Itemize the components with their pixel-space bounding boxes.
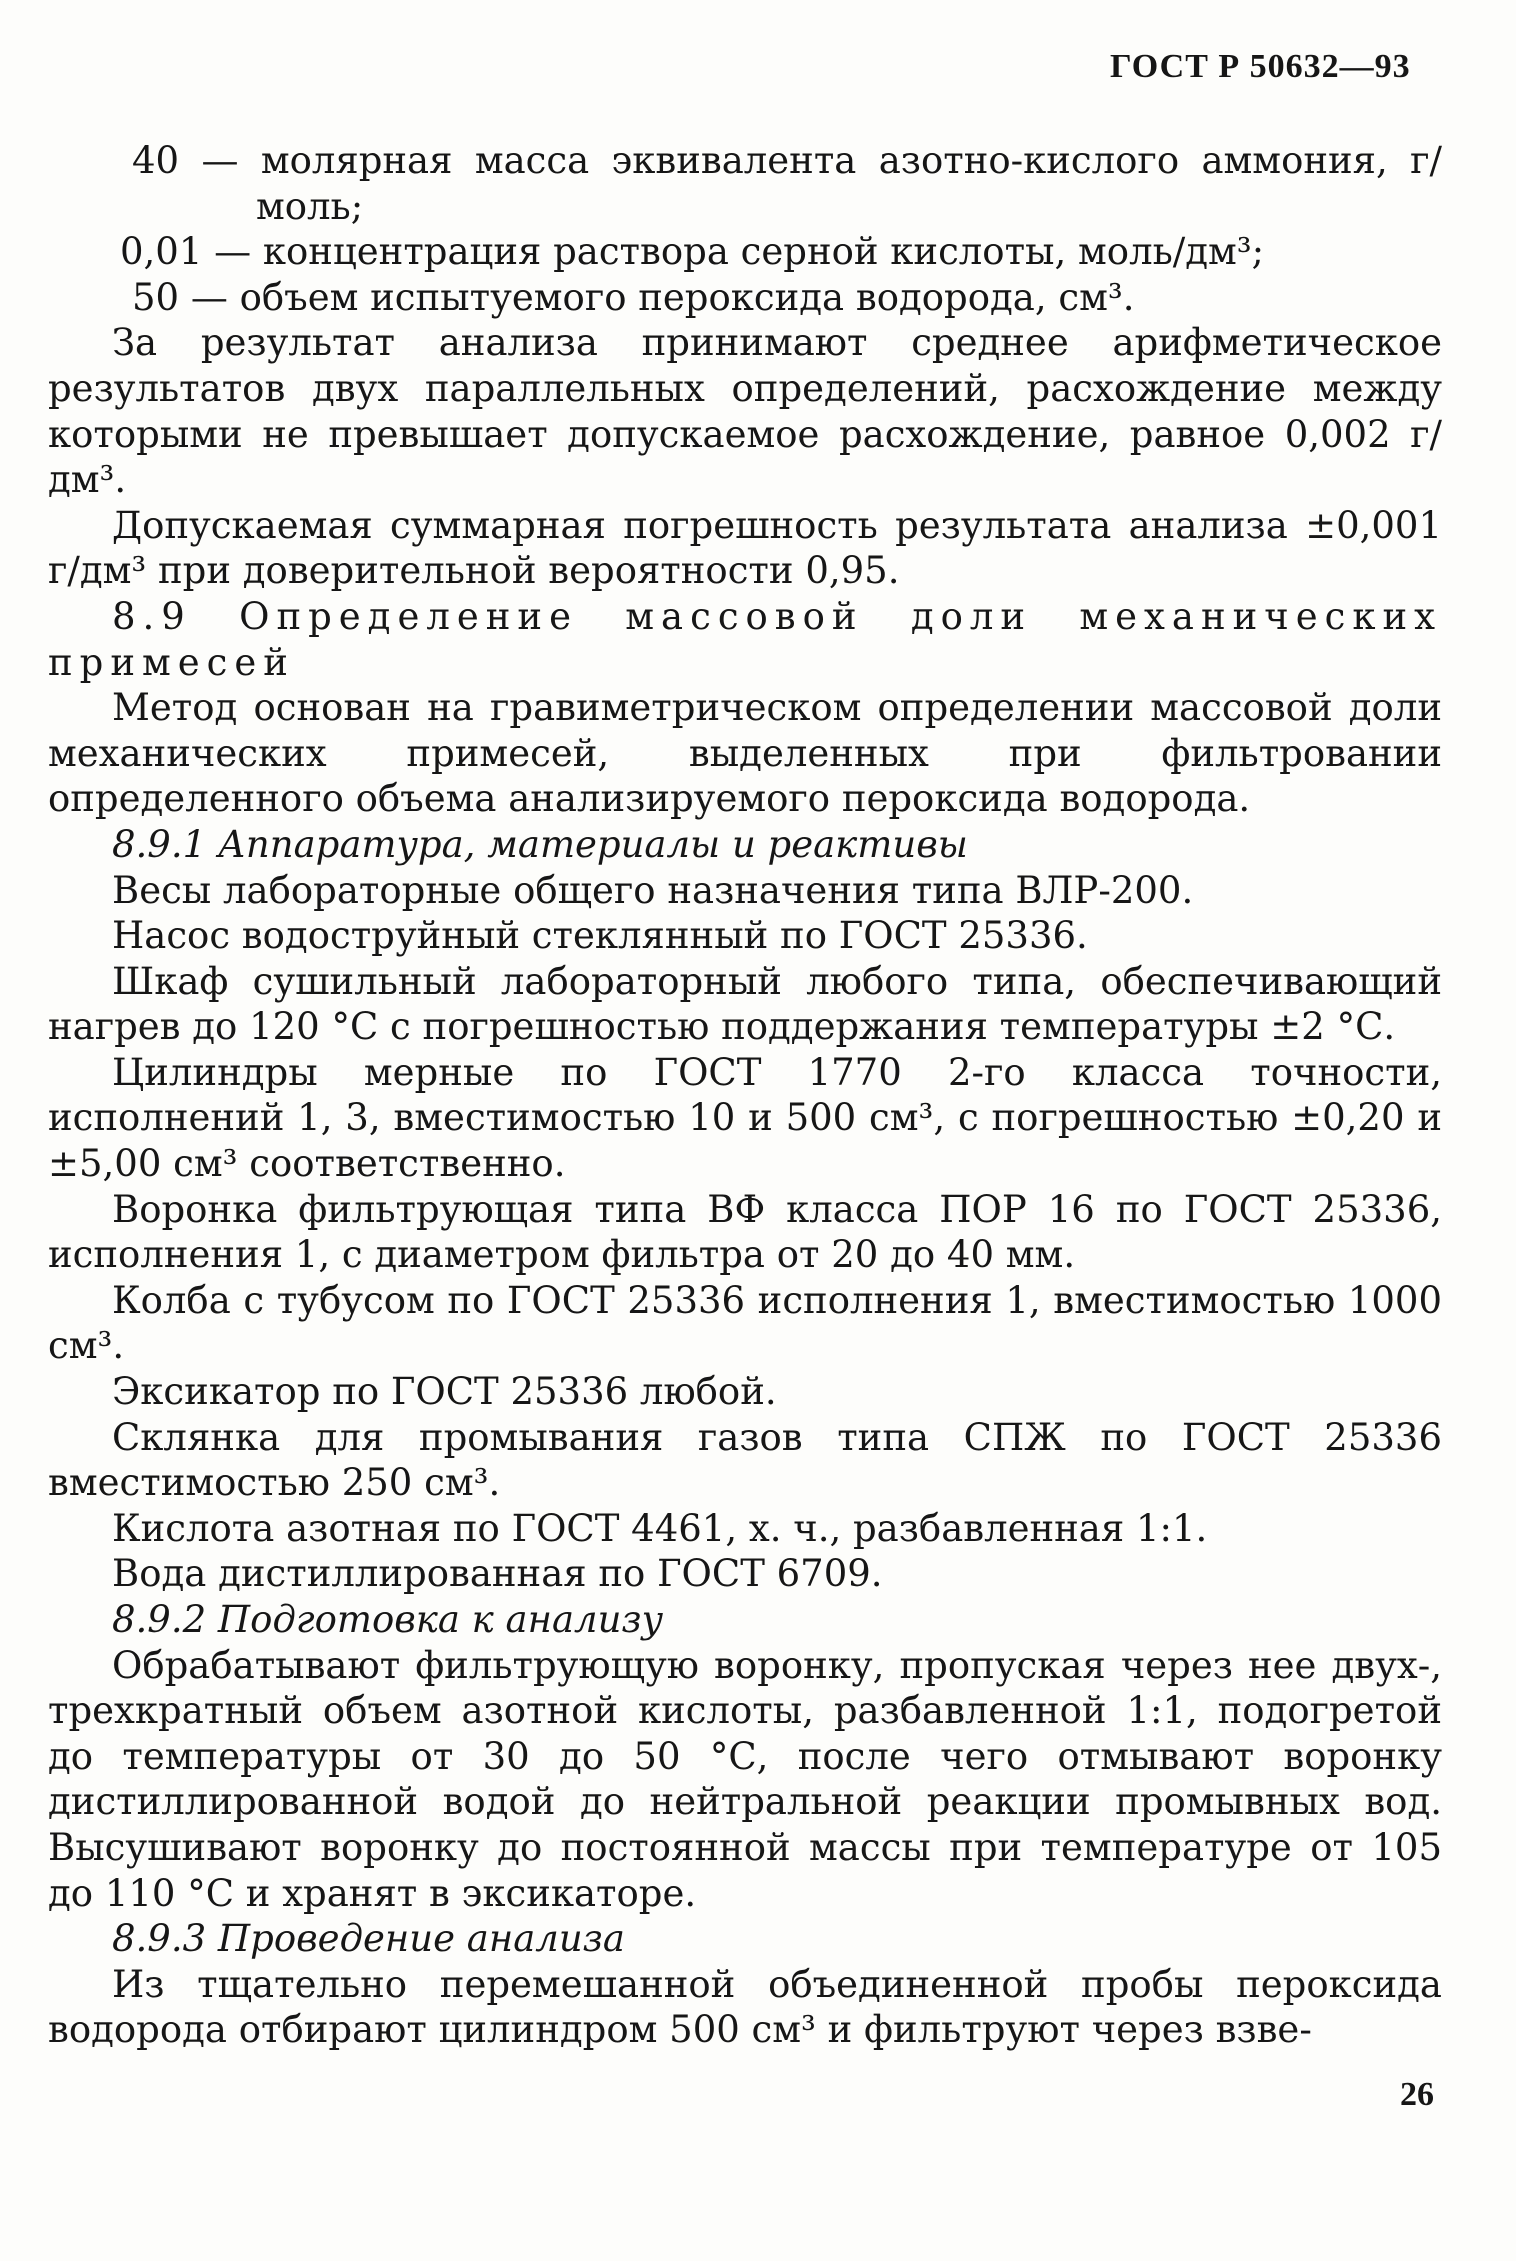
- definition-0-01: 0,01 — концентрация раствора серной кислоты, моль/дм³;: [120, 230, 1265, 274]
- paragraph-error: Допускаемая суммарная погрешность результата анализа ±0,001 г/дм³ при доверительной вероятности 0,95.: [48, 503, 1442, 593]
- document-header: ГОСТ Р 50632—93: [1110, 48, 1411, 85]
- item-distilled-water: Вода дистиллированная по ГОСТ 6709.: [112, 1552, 883, 1596]
- section-heading-8-9: 8.9 Определение массовой доли механических примесей: [48, 594, 1442, 684]
- item-cylinders: Цилиндры мерные по ГОСТ 1770 2-го класса точности, исполнений 1, 3, вместимостью 10 и 500 см³, с погрешностью ±0,20 и ±5,00 см³ соответственно.: [48, 1050, 1442, 1186]
- item-funnel: Воронка фильтрующая типа ВФ класса ПОР 16 по ГОСТ 25336, исполнения 1, с диаметром фильтра от 20 до 40 мм.: [48, 1187, 1442, 1277]
- item-desiccator: Эксикатор по ГОСТ 25336 любой.: [112, 1370, 777, 1414]
- definition-40: 40 — молярная масса эквивалента азотно-кислого аммония, г/моль;: [132, 139, 1442, 228]
- item-oven: Шкаф сушильный лабораторный любого типа, обеспечивающий нагрев до 120 °С с погрешностью поддержания температуры ±2 °С.: [48, 959, 1442, 1049]
- item-gas-bottle: Склянка для промывания газов типа СПЖ по ГОСТ 25336 вместимостью 250 см³.: [48, 1415, 1442, 1505]
- document-body: [48, 138, 1442, 2053]
- paragraph-procedure: Из тщательно перемешанной объединенной пробы пероксида водорода отбирают цилиндром 500 см³ и фильтруют через взве-: [48, 1962, 1442, 2052]
- paragraph-result: За результат анализа принимают среднее арифметическое результатов двух параллельных определений, расхождение между которыми не превышает допускаемое расхождение, равное 0,002 г/дм³.: [48, 321, 1442, 502]
- definition-50: 50 — объем испытуемого пероксида водорода, см³.: [132, 275, 1135, 319]
- item-nitric-acid: Кислота азотная по ГОСТ 4461, х. ч., разбавленная 1:1.: [112, 1506, 1208, 1550]
- page-number: 26: [1400, 2076, 1434, 2113]
- subsection-heading-8-9-3: 8.9.3 Проведение анализа: [112, 1917, 625, 1961]
- item-pump: Насос водоструйный стеклянный по ГОСТ 25336.: [112, 914, 1088, 958]
- paragraph-preparation: Обрабатывают фильтрующую воронку, пропуская через нее двух-, трехкратный объем азотной кислоты, разбавленной 1:1, подогретой до температуры от 30 до 50 °С, после чего отмывают воронку дистиллированной водой до нейтральной реакции промывных вод. Высушивают воронку до постоянной массы при температуре от 105 до 110 °С и хранят в эксикаторе.: [48, 1643, 1442, 1915]
- subsection-heading-8-9-2: 8.9.2 Подготовка к анализу: [112, 1598, 664, 1641]
- subsection-heading-8-9-1: 8.9.1 Аппаратура, материалы и реактивы: [112, 822, 968, 866]
- item-flask: Колба с тубусом по ГОСТ 25336 исполнения 1, вместимостью 1000 см³.: [48, 1278, 1442, 1368]
- paragraph-method: Метод основан на гравиметрическом определении массовой доли механических примесей, выделенных при фильтровании определенного объема анализируемого пероксида водорода.: [48, 686, 1442, 821]
- formula-definitions: [48, 138, 1442, 320]
- item-scales: Весы лабораторные общего назначения типа ВЛР-200.: [112, 868, 1194, 912]
